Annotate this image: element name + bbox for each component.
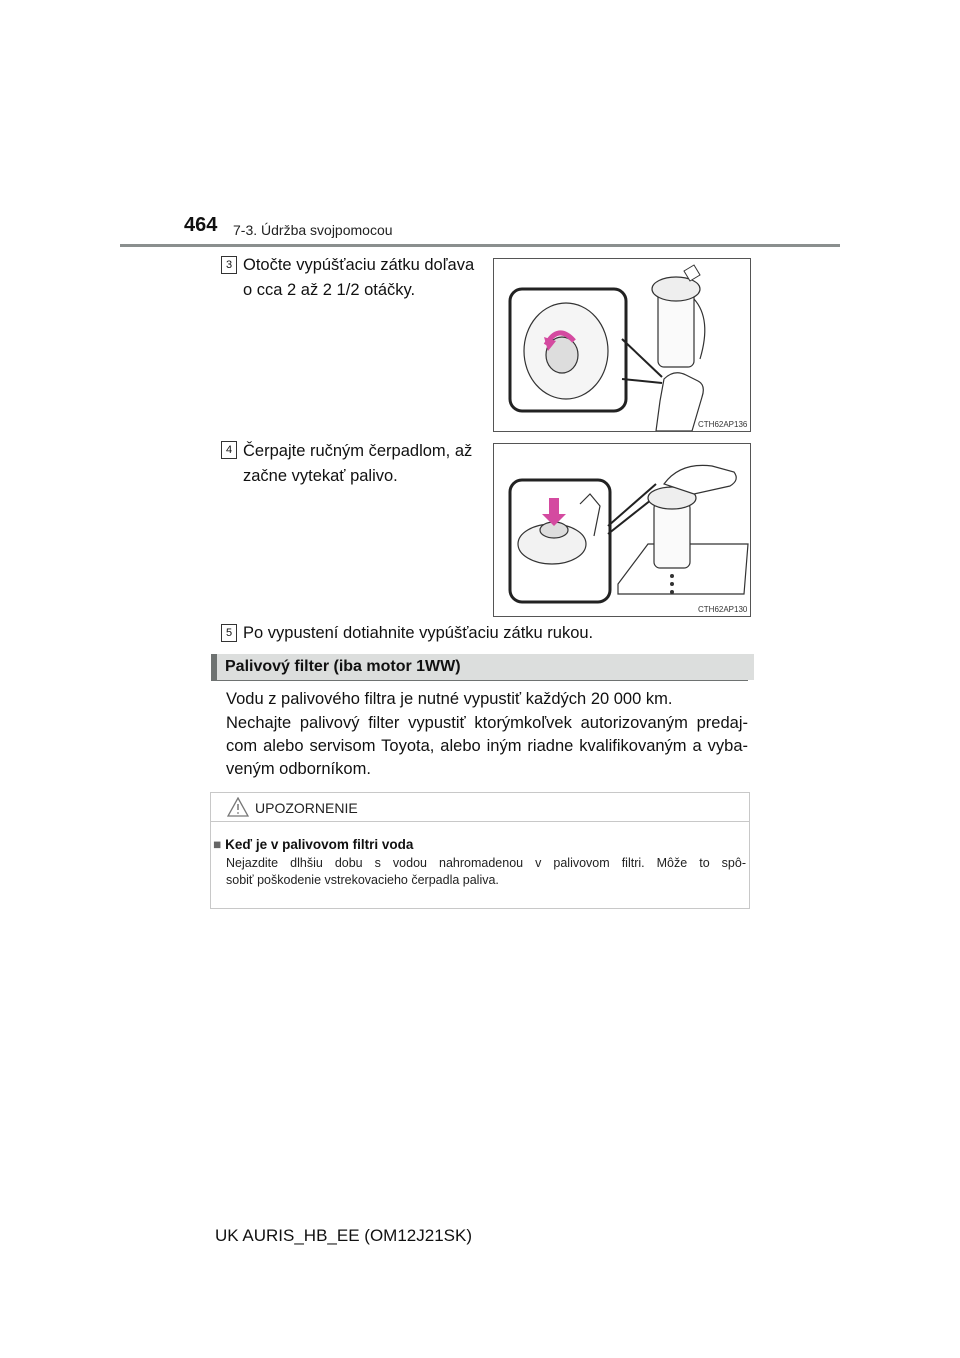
- page-number: 464: [184, 214, 218, 236]
- paragraph-2-line-1: Nechajte palivový filter vypustiť ktorýmkoľvek autorizovaným predaj-: [226, 714, 748, 732]
- figure-drain-plug: [493, 258, 751, 432]
- step-3-line-1: Otočte vypúšťaciu zátku doľava: [243, 256, 475, 274]
- step-3-line-2: o cca 2 až 2 1/2 otáčky.: [243, 281, 416, 299]
- figure-hand-pump: [493, 443, 751, 617]
- step-4-text: [243, 439, 483, 489]
- caution-body: [226, 855, 746, 889]
- step-badge-4: 4: [221, 441, 237, 459]
- footer-doc-id: UK AURIS_HB_EE (OM12J21SK): [215, 1226, 472, 1245]
- push-arrow-shaft: [549, 498, 559, 516]
- section-title: 7-3. Údržba svojpomocou: [233, 222, 393, 238]
- step-4-line-1: Čerpajte ručným čerpadlom, až: [243, 442, 473, 460]
- paragraph-1: Vodu z palivového filtra je nutné vypustiť každých 20 000 km.: [226, 690, 673, 708]
- step-badge-5: 5: [221, 624, 237, 642]
- caution-subtitle-text: Keď je v palivovom filtri voda: [225, 837, 414, 852]
- caution-box: [210, 792, 750, 909]
- hand-pump-top: [652, 277, 700, 301]
- figure-code-1: CTH62AP136: [698, 420, 748, 429]
- hand-illustration: [656, 373, 703, 431]
- step-badge-3: 3: [221, 256, 237, 274]
- paragraph-2: [226, 712, 748, 781]
- inset-connector-bottom: [622, 379, 662, 383]
- warning-triangle-icon: [227, 797, 249, 817]
- caution-subtitle: [213, 837, 413, 852]
- step-3-text: [243, 253, 483, 303]
- subsection-rule: [211, 680, 748, 681]
- fuel-filter-body: [654, 502, 690, 568]
- hand-pump-illustration: [494, 444, 750, 616]
- subsection-title: Palivový filter (iba motor 1WW): [225, 658, 461, 675]
- caution-header-rule: [211, 821, 749, 822]
- caution-title: UPOZORNENIE: [255, 800, 358, 816]
- inset-connector-top: [608, 484, 656, 526]
- square-bullet-icon: ■: [213, 837, 222, 852]
- inset-connector-top: [622, 339, 662, 377]
- step-4-line-2: začne vytekať palivo.: [243, 467, 398, 485]
- fuel-drip: [670, 582, 674, 586]
- fuel-drip: [670, 574, 674, 578]
- step-5-text: Po vypustení dotiahnite vypúšťaciu zátku rukou.: [243, 624, 594, 642]
- fuel-drip: [670, 590, 674, 594]
- caution-body-line-1: Nejazdite dlhšiu dobu s vodou nahromadenou v palivovom filtri. Môže to spô-: [226, 856, 746, 870]
- paragraph-2-line-3: veným odborníkom.: [226, 760, 371, 778]
- header-rule: [120, 244, 840, 247]
- paragraph-2-line-2: com alebo servisom Toyota, alebo iným riadne kvalifikovaným a vyba-: [226, 737, 748, 755]
- caution-body-line-2: sobiť poškodenie vstrekovacieho čerpadla paliva.: [226, 873, 499, 887]
- subsection-heading: [211, 654, 754, 680]
- figure-code-2: CTH62AP130: [698, 605, 748, 614]
- drain-plug-illustration: [494, 259, 750, 431]
- fuel-hose: [694, 299, 705, 359]
